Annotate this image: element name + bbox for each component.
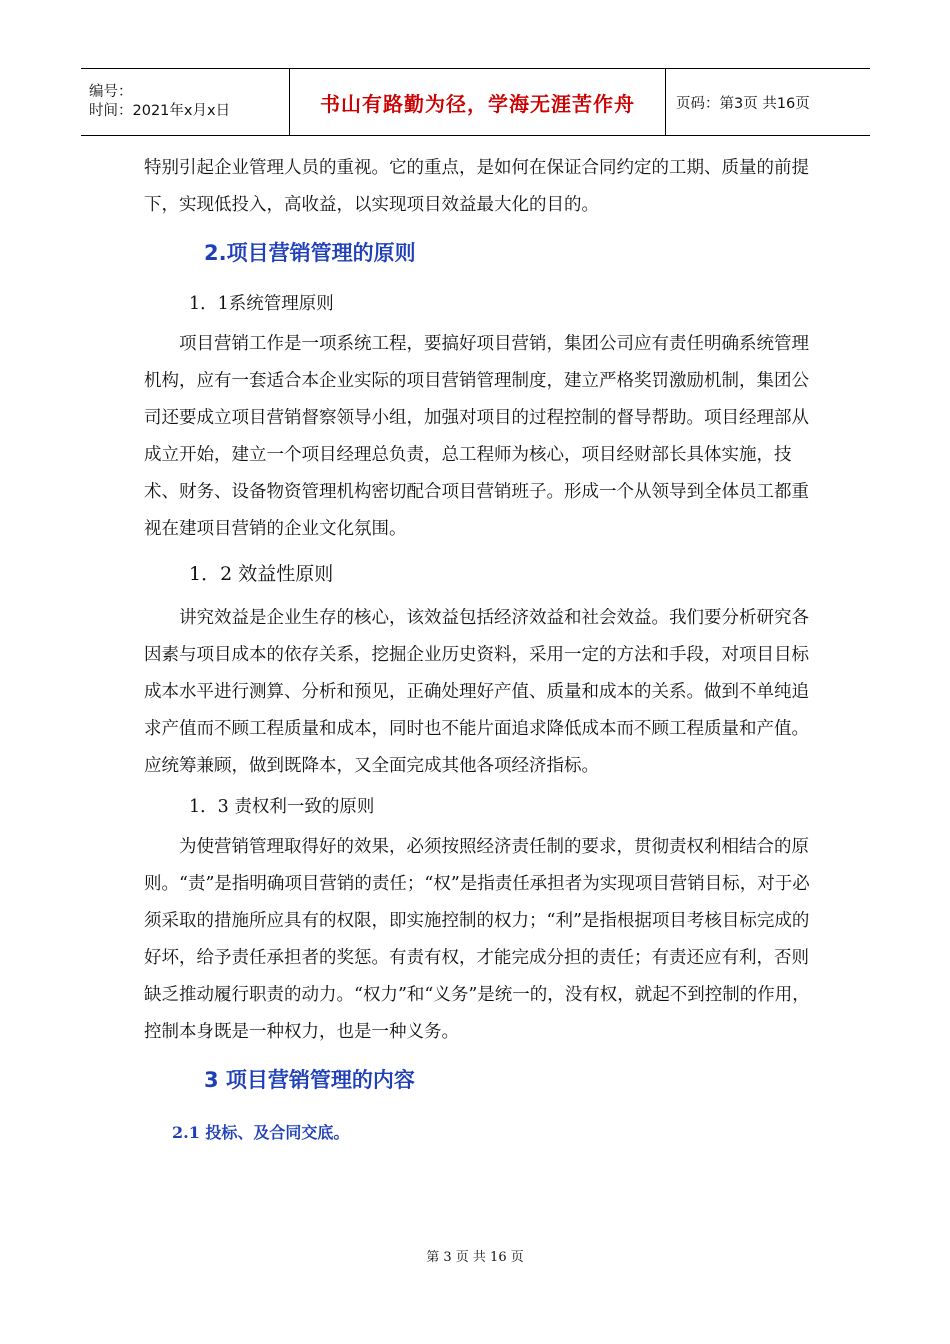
paragraph-intro: 特别引起企业管理人员的重视。它的重点，是如何在保证合同约定的工期、质量的前提下，实现低投入，高收益，以实现项目效益最大化的目的。	[144, 158, 809, 215]
subheading-bidding: 2.1 投标、及合同交底。	[172, 1123, 350, 1142]
serial-label: 编号：	[89, 84, 133, 100]
motto: 书山有路勤为径，学海无涯苦作舟	[320, 91, 635, 116]
page-header	[81, 68, 870, 136]
subheading-system: 1．1系统管理原则	[189, 294, 334, 314]
subheading-benefit: 1．2 效益性原则	[189, 563, 334, 585]
paragraph-system: 项目营销工作是一项系统工程，要搞好项目营销，集团公司应有责任明确系统管理机构，应有一套适合本企业实际的项目营销管理制度，建立严格奖罚激励机制，集团公司还要成立项目营销督察领导小组，加强对项目的过程控制的督导帮助。项目经理部从成立开始，建立一个项目经理总负责，总工程师为核心，项目经财部长具体实施，技术、财务、设备物资管理机构密切配合项目营销班子。形成一个从领导到全体员工都重视在建项目营销的企业文化氛围。	[144, 334, 809, 539]
heading-content: 3 项目营销管理的内容	[204, 1068, 415, 1092]
document-body	[144, 150, 814, 1157]
date-label: 时间：2021年x月x日	[89, 103, 231, 119]
heading-principles: 2.项目营销管理的原则	[204, 241, 416, 265]
page-code: 页码：第3页 共16页	[666, 69, 871, 136]
paragraph-benefit: 讲究效益是企业生存的核心，该效益包括经济效益和社会效益。我们要分析研究各因素与项目成本的依存关系，挖掘企业历史资料，采用一定的方法和手段，对项目目标成本水平进行测算、分析和预见，正确处理好产值、质量和成本的关系。做到不单纯追求产值而不顾工程质量和成本，同时也不能片面追求降低成本而不顾工程质量和产值。应统筹兼顾，做到既降本，又全面完成其他各项经济指标。	[144, 608, 809, 776]
header-motto-cell	[290, 69, 666, 136]
subheading-responsibility: 1．3 责权利一致的原则	[189, 797, 375, 817]
paragraph-responsibility: 为使营销管理取得好的效果，必须按照经济责任制的要求，贯彻责权利相结合的原则。“责”是指明确项目营销的责任；“权”是指责任承担者为实现项目营销目标，对于必须采取的措施所应具有的权限，即实施控制的权力；“利”是指根据项目考核目标完成的好坏，给予责任承担者的奖惩。有责有权，才能完成分担的责任；有责还应有利，否则缺乏推动履行职责的动力。“权力”和“义务”是统一的，没有权，就起不到控制的作用，控制本身既是一种权力，也是一种义务。	[144, 837, 810, 1042]
page-footer: 第 3 页 共 16 页	[426, 1250, 524, 1265]
header-meta	[81, 69, 290, 136]
